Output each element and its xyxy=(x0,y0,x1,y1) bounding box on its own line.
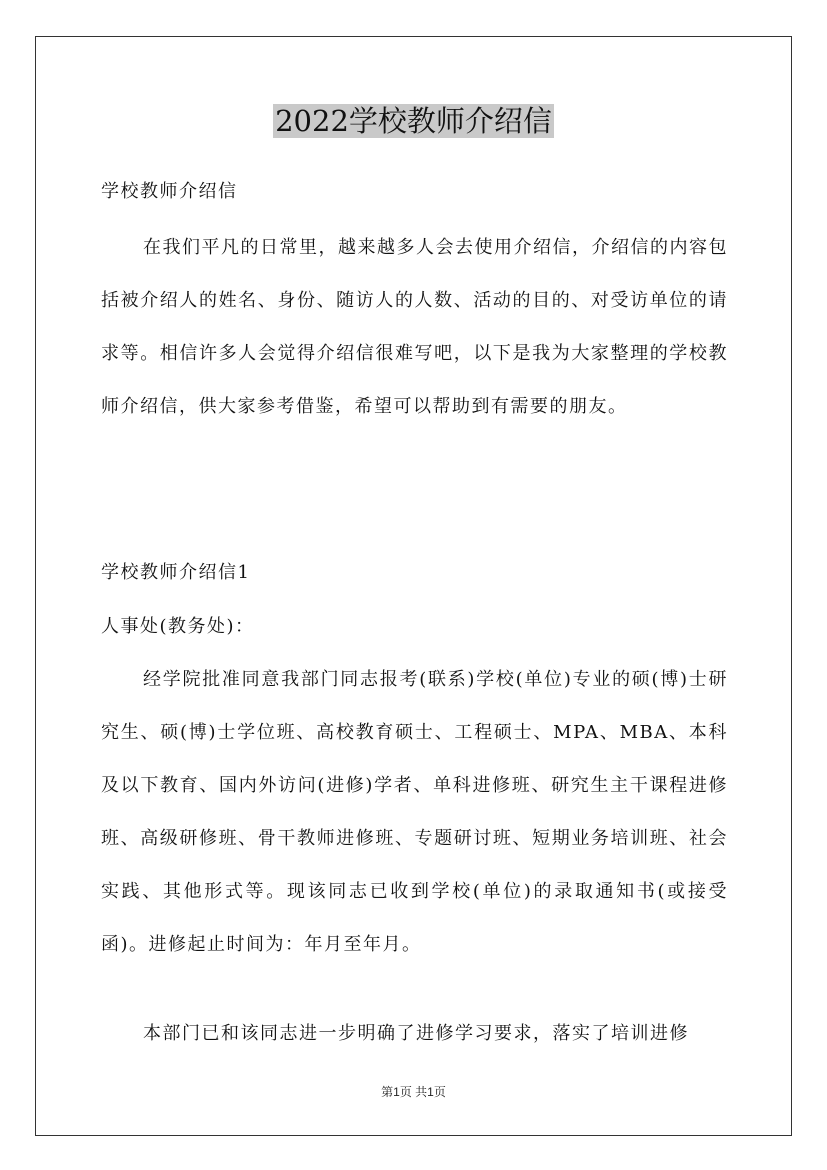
document-title xyxy=(0,100,827,142)
letter-paragraph-2: 本部门已和该同志进一步明确了进修学习要求，落实了培训进修 xyxy=(143,1023,689,1044)
document-title-text: 2022学校教师介绍信 xyxy=(275,104,552,138)
salutation: 人事处(教务处)： xyxy=(101,616,255,637)
letter-heading: 学校教师介绍信1 xyxy=(101,562,251,583)
page-footer: 第1页 共1页 xyxy=(381,1085,446,1099)
subtitle: 学校教师介绍信 xyxy=(101,181,238,202)
intro-paragraph: 在我们平凡的日常里，越来越多人会去使用介绍信，介绍信的内容包括被介绍人的姓名、身份、随访人的人数、活动的目的、对受访单位的请求等。相信许多人会觉得介绍信很难写吧，以下是我为大家整理的学校教师介绍信，供大家参考借鉴，希望可以帮助到有需要的朋友。 xyxy=(101,237,728,417)
letter-paragraph-1: 经学院批准同意我部门同志报考(联系)学校(单位)专业的硕(博)士研究生、硕(博)士学位班、高校教育硕士、工程硕士、MPA、MBA、本科及以下教育、国内外访问(进修)学者、单科进修班、研究生主干课程进修班、高级研修班、骨干教师进修班、专题研讨班、短期业务培训班、社会实践、其他形式等。现该同志已收到学校(单位)的录取通知书(或接受函)。进修起止时间为：年月至年月。 xyxy=(101,669,728,955)
